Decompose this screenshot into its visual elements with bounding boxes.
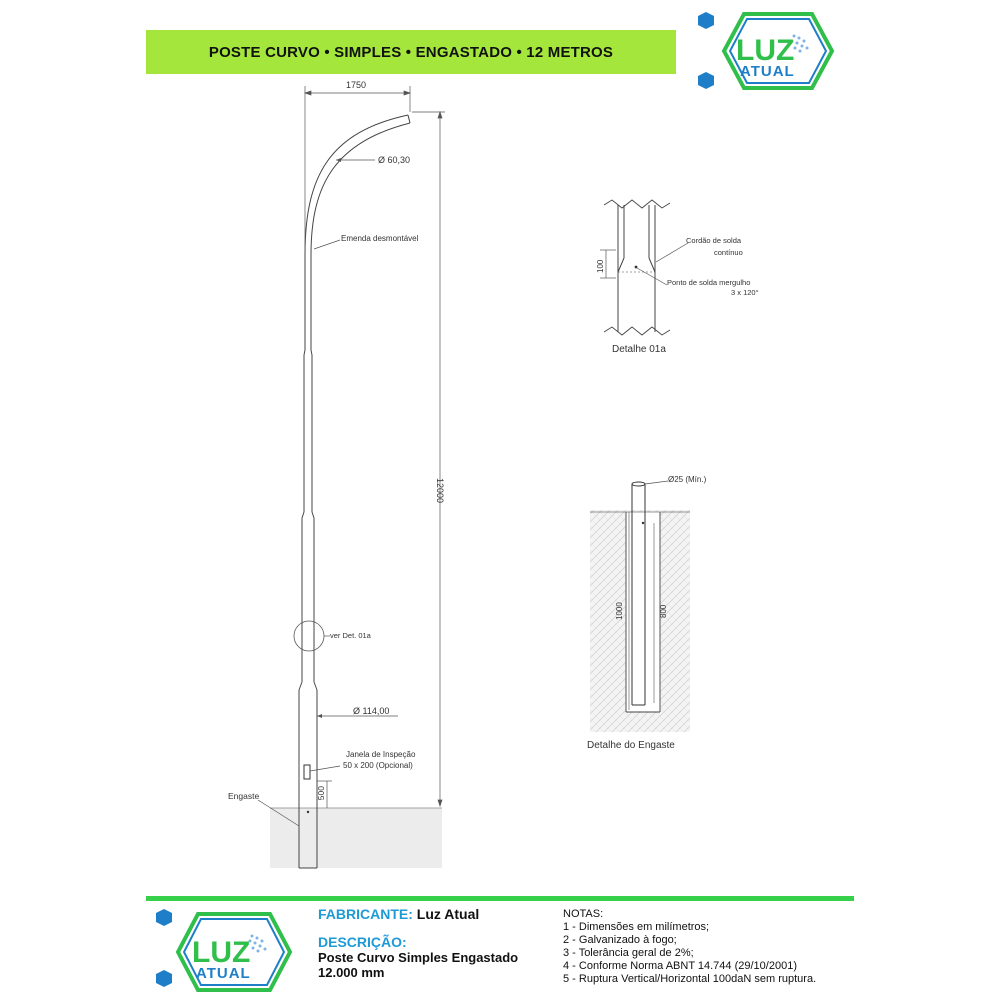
label-window-line1: Janela de Inspeção bbox=[346, 750, 416, 759]
label-plug-line1: Ponto de solda mergulho bbox=[667, 278, 751, 287]
detail-engaste-caption: Detalhe do Engaste bbox=[587, 740, 675, 751]
logo-text-luz: LUZ bbox=[736, 34, 795, 67]
label-weld-line2: contínuo bbox=[714, 248, 743, 257]
description-label: DESCRIÇÃO: bbox=[318, 934, 407, 950]
note-item: 1 - Dimensões em milímetros; bbox=[563, 921, 710, 933]
notes-block bbox=[563, 908, 863, 986]
inspection-window bbox=[304, 765, 310, 779]
footer-info bbox=[318, 906, 558, 980]
label-plug-line2: 3 x 120° bbox=[731, 288, 759, 297]
detail-01a-caption: Detalhe 01a bbox=[612, 344, 666, 355]
dim-engaste-outer: 1000 bbox=[615, 602, 624, 620]
dim-top-diameter: Ø 60,30 bbox=[378, 155, 411, 165]
dim-height bbox=[412, 112, 445, 806]
manufacturer-label: FABRICANTE: bbox=[318, 906, 413, 922]
footer-divider bbox=[146, 896, 854, 901]
page-title: POSTE CURVO • SIMPLES • ENGASTADO • 12 METROS bbox=[208, 43, 614, 61]
label-engaste-diameter: Ø25 (Mín.) bbox=[668, 475, 707, 484]
logo-hexagon-small-1 bbox=[156, 909, 172, 926]
manufacturer-value: Luz Atual bbox=[416, 906, 480, 922]
note-item: 3 - Tolerância geral de 2%; bbox=[563, 947, 694, 959]
logo-text-atual: ATUAL bbox=[196, 965, 251, 982]
detail-engaste-drawing bbox=[590, 482, 690, 732]
dim-engaste-inner: 800 bbox=[659, 604, 668, 618]
logo-hexagon-small-2 bbox=[156, 970, 172, 987]
notes-title: NOTAS: bbox=[563, 908, 604, 920]
label-weld-line1: Cordão de solda bbox=[686, 236, 742, 245]
dim-base-diameter: Ø 114,00 bbox=[353, 706, 390, 716]
manufacturer-line bbox=[318, 906, 558, 922]
dim-height-label: 12000 bbox=[435, 478, 445, 504]
label-window-line2: 50 x 200 (Opcional) bbox=[343, 761, 413, 770]
note-item: 5 - Ruptura Vertical/Horizontal 100daN sem ruptura. bbox=[563, 973, 817, 985]
label-embed: Engaste bbox=[228, 791, 260, 801]
dim-embed-label: 500 bbox=[316, 786, 326, 801]
label-detail-ref: ver Det. 01a bbox=[330, 631, 371, 640]
ground-area bbox=[270, 808, 442, 868]
note-item: 2 - Galvanizado à fogo; bbox=[563, 934, 677, 946]
brand-logo-bottom bbox=[152, 906, 302, 996]
note-item: 4 - Conforme Norma ABNT 14.744 (29/10/2001) bbox=[563, 960, 797, 972]
description-line1: Poste Curvo Simples Engastado bbox=[318, 950, 519, 965]
detail-01a-dim-label: 100 bbox=[596, 259, 605, 273]
detail-ref-circle bbox=[294, 621, 324, 651]
dim-arm-label: 1750 bbox=[346, 80, 367, 90]
logo-text-atual: ATUAL bbox=[740, 63, 795, 80]
logo-text-luz: LUZ bbox=[192, 936, 251, 969]
description-line2: 12.000 mm bbox=[318, 965, 385, 980]
label-splice: Emenda desmontável bbox=[341, 234, 419, 243]
dim-arm-width bbox=[305, 86, 410, 250]
